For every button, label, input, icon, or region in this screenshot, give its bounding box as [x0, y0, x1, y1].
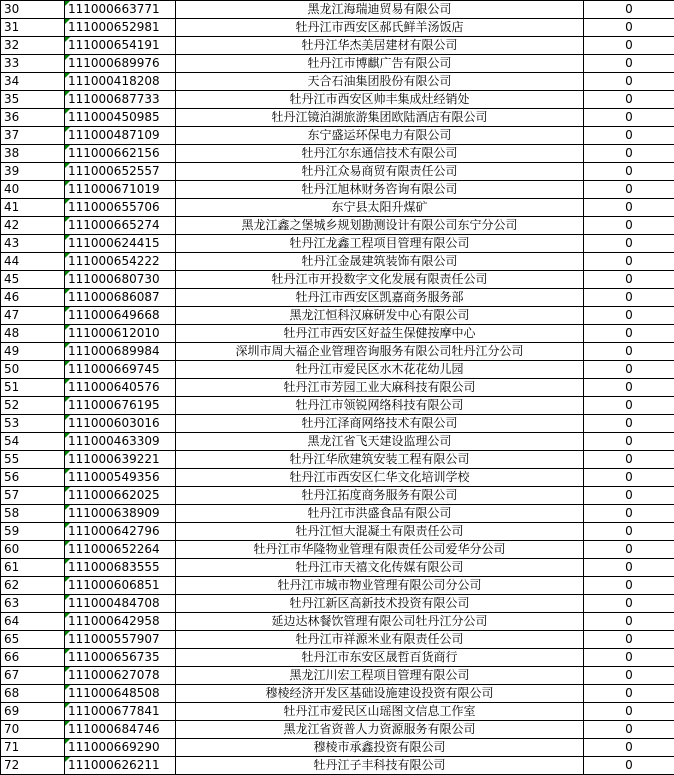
table-row[interactable]	[1, 685, 674, 703]
row-number-cell[interactable]: 47	[1, 307, 65, 325]
table-row[interactable]	[1, 109, 674, 127]
row-number-cell[interactable]: 32	[1, 37, 65, 55]
row-number-cell[interactable]: 42	[1, 217, 65, 235]
value-cell[interactable]: 0	[584, 739, 674, 757]
row-number-cell[interactable]: 64	[1, 613, 65, 631]
row-number-cell[interactable]: 57	[1, 487, 65, 505]
code-cell[interactable]: 111000603016	[65, 415, 176, 433]
row-number-cell[interactable]: 56	[1, 469, 65, 487]
row-number-cell[interactable]: 41	[1, 199, 65, 217]
row-number-cell[interactable]: 37	[1, 127, 65, 145]
code-cell[interactable]: 111000665274	[65, 217, 176, 235]
table-row[interactable]	[1, 469, 674, 487]
table-row[interactable]	[1, 433, 674, 451]
company-name-cell[interactable]: 牡丹江镜泊湖旅游集团欧陆酒店有限公司	[176, 109, 584, 127]
table-row[interactable]	[1, 667, 674, 685]
code-cell[interactable]: 111000463309	[65, 433, 176, 451]
company-name-cell[interactable]: 牡丹江市博麒广告有限公司	[176, 55, 584, 73]
table-row[interactable]	[1, 145, 674, 163]
value-cell[interactable]: 0	[584, 307, 674, 325]
value-cell[interactable]: 0	[584, 649, 674, 667]
row-number-cell[interactable]: 59	[1, 523, 65, 541]
code-cell[interactable]: 111000639221	[65, 451, 176, 469]
value-cell[interactable]: 0	[584, 109, 674, 127]
value-cell[interactable]: 0	[584, 1, 674, 19]
company-name-cell[interactable]: 牡丹江金晟建筑装饰有限公司	[176, 253, 584, 271]
value-cell[interactable]: 0	[584, 487, 674, 505]
company-name-cell[interactable]: 牡丹江市西安区凯嘉商务服务部	[176, 289, 584, 307]
code-cell[interactable]: 111000663771	[65, 1, 176, 19]
company-name-cell[interactable]: 牡丹江市爱民区水木花花幼儿园	[176, 361, 584, 379]
value-cell[interactable]: 0	[584, 577, 674, 595]
table-row[interactable]	[1, 181, 674, 199]
code-cell[interactable]: 111000689976	[65, 55, 176, 73]
company-name-cell[interactable]: 黑龙江川宏工程项目管理有限公司	[176, 667, 584, 685]
company-name-cell[interactable]: 天合石油集团股份有限公司	[176, 73, 584, 91]
value-cell[interactable]: 0	[584, 667, 674, 685]
row-number-cell[interactable]: 31	[1, 19, 65, 37]
table-row[interactable]	[1, 307, 674, 325]
value-cell[interactable]: 0	[584, 415, 674, 433]
code-cell[interactable]: 111000684746	[65, 721, 176, 739]
code-cell[interactable]: 111000662156	[65, 145, 176, 163]
row-number-cell[interactable]: 51	[1, 379, 65, 397]
value-cell[interactable]: 0	[584, 343, 674, 361]
row-number-cell[interactable]: 67	[1, 667, 65, 685]
code-cell[interactable]: 111000656735	[65, 649, 176, 667]
row-number-cell[interactable]: 50	[1, 361, 65, 379]
row-number-cell[interactable]: 48	[1, 325, 65, 343]
code-cell[interactable]: 111000624415	[65, 235, 176, 253]
code-cell[interactable]: 111000683555	[65, 559, 176, 577]
row-number-cell[interactable]: 54	[1, 433, 65, 451]
value-cell[interactable]: 0	[584, 631, 674, 649]
company-name-cell[interactable]: 深圳市周大福企业管理咨询服务有限公司牡丹江分公司	[176, 343, 584, 361]
value-cell[interactable]: 0	[584, 613, 674, 631]
company-name-cell[interactable]: 牡丹江市开投数字文化发展有限责任公司	[176, 271, 584, 289]
company-name-cell[interactable]: 穆棱经济开发区基础设施建设投资有限公司	[176, 685, 584, 703]
row-number-cell[interactable]: 38	[1, 145, 65, 163]
row-number-cell[interactable]: 70	[1, 721, 65, 739]
row-number-cell[interactable]: 36	[1, 109, 65, 127]
code-cell[interactable]: 111000557907	[65, 631, 176, 649]
company-name-cell[interactable]: 黑龙江省飞天建设监理公司	[176, 433, 584, 451]
table-row[interactable]	[1, 1, 674, 19]
table-row[interactable]	[1, 487, 674, 505]
table-row[interactable]	[1, 523, 674, 541]
company-name-cell[interactable]: 牡丹江市东安区晟哲百货商行	[176, 649, 584, 667]
value-cell[interactable]: 0	[584, 73, 674, 91]
table-row[interactable]	[1, 289, 674, 307]
value-cell[interactable]: 0	[584, 379, 674, 397]
table-row[interactable]	[1, 505, 674, 523]
value-cell[interactable]: 0	[584, 217, 674, 235]
row-number-cell[interactable]: 66	[1, 649, 65, 667]
company-name-cell[interactable]: 牡丹江市华隆物业管理有限责任公司爱华分公司	[176, 541, 584, 559]
code-cell[interactable]: 111000655706	[65, 199, 176, 217]
value-cell[interactable]: 0	[584, 145, 674, 163]
table-row[interactable]	[1, 37, 674, 55]
code-cell[interactable]: 111000642796	[65, 523, 176, 541]
row-number-cell[interactable]: 34	[1, 73, 65, 91]
value-cell[interactable]: 0	[584, 721, 674, 739]
table-row[interactable]	[1, 739, 674, 757]
table-row[interactable]	[1, 19, 674, 37]
code-cell[interactable]: 111000638909	[65, 505, 176, 523]
value-cell[interactable]: 0	[584, 703, 674, 721]
table-row[interactable]	[1, 235, 674, 253]
row-number-cell[interactable]: 65	[1, 631, 65, 649]
code-cell[interactable]: 111000642958	[65, 613, 176, 631]
company-name-cell[interactable]: 黑龙江省资普人力资源服务有限公司	[176, 721, 584, 739]
code-cell[interactable]: 111000652981	[65, 19, 176, 37]
value-cell[interactable]: 0	[584, 127, 674, 145]
row-number-cell[interactable]: 39	[1, 163, 65, 181]
value-cell[interactable]: 0	[584, 685, 674, 703]
value-cell[interactable]: 0	[584, 523, 674, 541]
company-name-cell[interactable]: 牡丹江尔东通信技术有限公司	[176, 145, 584, 163]
code-cell[interactable]: 111000669745	[65, 361, 176, 379]
code-cell[interactable]: 111000652557	[65, 163, 176, 181]
company-name-cell[interactable]: 牡丹江市西安区郝氏鲜羊汤饭店	[176, 19, 584, 37]
table-row[interactable]	[1, 217, 674, 235]
table-row[interactable]	[1, 649, 674, 667]
value-cell[interactable]: 0	[584, 55, 674, 73]
value-cell[interactable]: 0	[584, 505, 674, 523]
row-number-cell[interactable]: 35	[1, 91, 65, 109]
row-number-cell[interactable]: 30	[1, 1, 65, 19]
company-name-cell[interactable]: 牡丹江市西安区仁华文化培训学校	[176, 469, 584, 487]
table-row[interactable]	[1, 91, 674, 109]
row-number-cell[interactable]: 46	[1, 289, 65, 307]
company-name-cell[interactable]: 牡丹江市洪盛食品有限公司	[176, 505, 584, 523]
value-cell[interactable]: 0	[584, 595, 674, 613]
code-cell[interactable]: 111000654222	[65, 253, 176, 271]
table-row[interactable]	[1, 595, 674, 613]
company-name-cell[interactable]: 牡丹江市西安区帅丰集成灶经销处	[176, 91, 584, 109]
company-name-cell[interactable]: 黑龙江恒科汉麻研发中心有限公司	[176, 307, 584, 325]
code-cell[interactable]: 111000484708	[65, 595, 176, 613]
code-cell[interactable]: 111000687733	[65, 91, 176, 109]
row-number-cell[interactable]: 63	[1, 595, 65, 613]
value-cell[interactable]: 0	[584, 235, 674, 253]
company-name-cell[interactable]: 牡丹江市芳园工业大麻科技有限公司	[176, 379, 584, 397]
company-name-cell[interactable]: 牡丹江市领锐网络科技有限公司	[176, 397, 584, 415]
company-name-cell[interactable]: 东宁盛运环保电力有限公司	[176, 127, 584, 145]
company-name-cell[interactable]: 牡丹江恒大混凝土有限责任公司	[176, 523, 584, 541]
table-row[interactable]	[1, 379, 674, 397]
code-cell[interactable]: 111000612010	[65, 325, 176, 343]
row-number-cell[interactable]: 71	[1, 739, 65, 757]
code-cell[interactable]: 111000662025	[65, 487, 176, 505]
row-number-cell[interactable]: 72	[1, 757, 65, 775]
code-cell[interactable]: 111000652264	[65, 541, 176, 559]
company-name-cell[interactable]: 牡丹江拓度商务服务有限公司	[176, 487, 584, 505]
row-number-cell[interactable]: 33	[1, 55, 65, 73]
code-cell[interactable]: 111000648508	[65, 685, 176, 703]
row-number-cell[interactable]: 45	[1, 271, 65, 289]
company-name-cell[interactable]: 牡丹江新区高新技术投资有限公司	[176, 595, 584, 613]
table-row[interactable]	[1, 73, 674, 91]
table-row[interactable]	[1, 253, 674, 271]
table-row[interactable]	[1, 559, 674, 577]
row-number-cell[interactable]: 69	[1, 703, 65, 721]
value-cell[interactable]: 0	[584, 757, 674, 775]
company-name-cell[interactable]: 牡丹江市祥源米业有限责任公司	[176, 631, 584, 649]
value-cell[interactable]: 0	[584, 289, 674, 307]
code-cell[interactable]: 111000654191	[65, 37, 176, 55]
company-name-cell[interactable]: 牡丹江华杰美居建材有限公司	[176, 37, 584, 55]
code-cell[interactable]: 111000677841	[65, 703, 176, 721]
row-number-cell[interactable]: 40	[1, 181, 65, 199]
value-cell[interactable]: 0	[584, 433, 674, 451]
table-row[interactable]	[1, 127, 674, 145]
row-number-cell[interactable]: 52	[1, 397, 65, 415]
table-row[interactable]	[1, 361, 674, 379]
code-cell[interactable]: 111000487109	[65, 127, 176, 145]
table-row[interactable]	[1, 325, 674, 343]
value-cell[interactable]: 0	[584, 325, 674, 343]
company-name-cell[interactable]: 牡丹江市城市物业管理有限公司分公司	[176, 577, 584, 595]
table-row[interactable]	[1, 199, 674, 217]
code-cell[interactable]: 111000450985	[65, 109, 176, 127]
company-name-cell[interactable]: 东宁县太阳升煤矿	[176, 199, 584, 217]
code-cell[interactable]: 111000549356	[65, 469, 176, 487]
code-cell[interactable]: 111000676195	[65, 397, 176, 415]
table-row[interactable]	[1, 55, 674, 73]
value-cell[interactable]: 0	[584, 253, 674, 271]
value-cell[interactable]: 0	[584, 163, 674, 181]
table-row[interactable]	[1, 577, 674, 595]
table-row[interactable]	[1, 721, 674, 739]
company-name-cell[interactable]: 黑龙江鑫之堡城乡规划勘测设计有限公司东宁分公司	[176, 217, 584, 235]
row-number-cell[interactable]: 53	[1, 415, 65, 433]
table-row[interactable]	[1, 271, 674, 289]
company-name-cell[interactable]: 牡丹江泽商网络技术有限公司	[176, 415, 584, 433]
row-number-cell[interactable]: 55	[1, 451, 65, 469]
code-cell[interactable]: 111000689984	[65, 343, 176, 361]
value-cell[interactable]: 0	[584, 271, 674, 289]
code-cell[interactable]: 111000606851	[65, 577, 176, 595]
company-name-cell[interactable]: 牡丹江众易商贸有限责任公司	[176, 163, 584, 181]
company-name-cell[interactable]: 牡丹江华欣建筑安装工程有限公司	[176, 451, 584, 469]
code-cell[interactable]: 111000680730	[65, 271, 176, 289]
value-cell[interactable]: 0	[584, 541, 674, 559]
row-number-cell[interactable]: 61	[1, 559, 65, 577]
table-body	[1, 1, 674, 775]
row-number-cell[interactable]: 58	[1, 505, 65, 523]
code-cell[interactable]: 111000627078	[65, 667, 176, 685]
value-cell[interactable]: 0	[584, 361, 674, 379]
value-cell[interactable]: 0	[584, 397, 674, 415]
company-name-cell[interactable]: 延边达林餐饮管理有限公司牡丹江分公司	[176, 613, 584, 631]
value-cell[interactable]: 0	[584, 451, 674, 469]
row-number-cell[interactable]: 49	[1, 343, 65, 361]
value-cell[interactable]: 0	[584, 181, 674, 199]
value-cell[interactable]: 0	[584, 19, 674, 37]
code-cell[interactable]: 111000626211	[65, 757, 176, 775]
code-cell[interactable]: 111000671019	[65, 181, 176, 199]
table-row[interactable]	[1, 757, 674, 775]
row-number-cell[interactable]: 62	[1, 577, 65, 595]
company-name-cell[interactable]: 牡丹江旭林财务咨询有限公司	[176, 181, 584, 199]
company-name-cell[interactable]: 牡丹江市爱民区山瑶图文信息工作室	[176, 703, 584, 721]
table-row[interactable]	[1, 415, 674, 433]
code-cell[interactable]: 111000640576	[65, 379, 176, 397]
row-number-cell[interactable]: 44	[1, 253, 65, 271]
company-name-cell[interactable]: 牡丹江市西安区好益生保健按摩中心	[176, 325, 584, 343]
code-cell[interactable]: 111000669290	[65, 739, 176, 757]
table-row[interactable]	[1, 703, 674, 721]
table-row[interactable]	[1, 541, 674, 559]
row-number-cell[interactable]: 60	[1, 541, 65, 559]
code-cell[interactable]: 111000418208	[65, 73, 176, 91]
value-cell[interactable]: 0	[584, 559, 674, 577]
code-cell[interactable]: 111000686087	[65, 289, 176, 307]
table-row[interactable]	[1, 631, 674, 649]
table-row[interactable]	[1, 613, 674, 631]
value-cell[interactable]: 0	[584, 199, 674, 217]
table-row[interactable]	[1, 343, 674, 361]
table-row[interactable]	[1, 397, 674, 415]
row-number-cell[interactable]: 43	[1, 235, 65, 253]
value-cell[interactable]: 0	[584, 91, 674, 109]
company-name-cell[interactable]: 穆棱市承鑫投资有限公司	[176, 739, 584, 757]
company-name-cell[interactable]: 牡丹江子丰科技有限公司	[176, 757, 584, 775]
value-cell[interactable]: 0	[584, 37, 674, 55]
value-cell[interactable]: 0	[584, 469, 674, 487]
company-name-cell[interactable]: 牡丹江市天禧文化传媒有限公司	[176, 559, 584, 577]
company-name-cell[interactable]: 黑龙江海瑞迪贸易有限公司	[176, 1, 584, 19]
table-row[interactable]	[1, 451, 674, 469]
table-row[interactable]	[1, 163, 674, 181]
code-cell[interactable]: 111000649668	[65, 307, 176, 325]
row-number-cell[interactable]: 68	[1, 685, 65, 703]
company-name-cell[interactable]: 牡丹江龙鑫工程项目管理有限公司	[176, 235, 584, 253]
